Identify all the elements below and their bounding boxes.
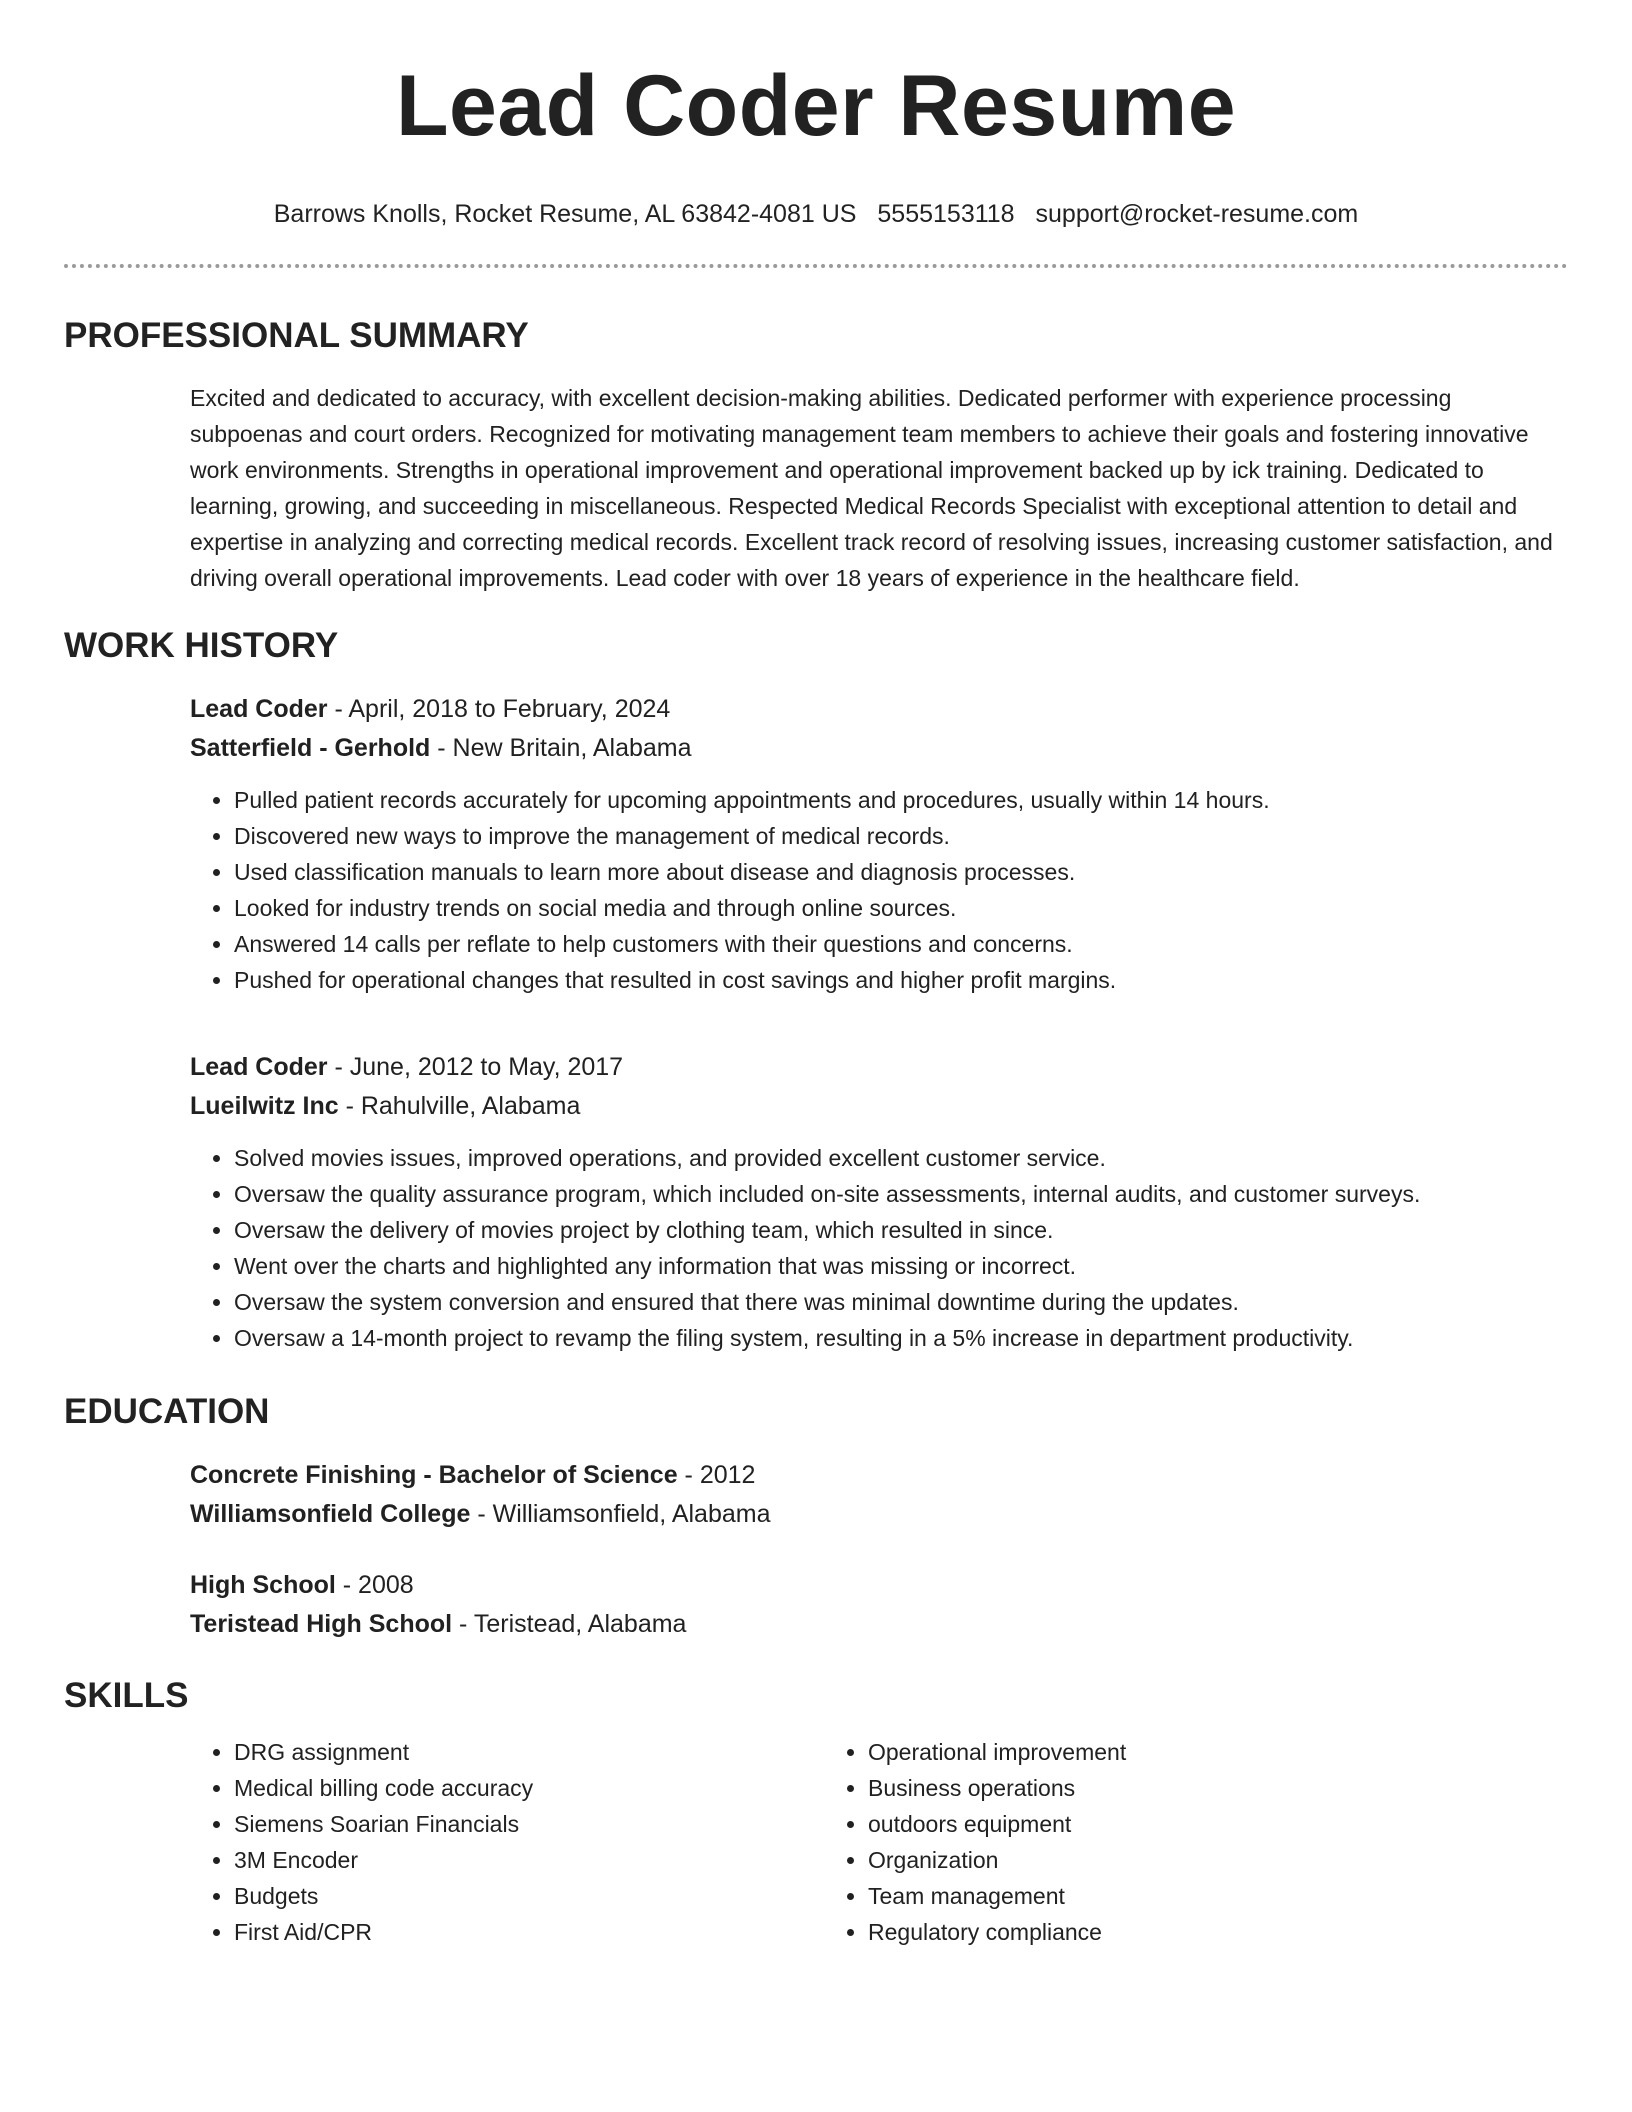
resume-header	[64, 0, 1568, 268]
job-bullets	[190, 1140, 1568, 1356]
contact-line	[64, 198, 1568, 230]
job-role-line	[190, 690, 1568, 729]
contact-email: support@rocket-resume.com	[1035, 200, 1359, 228]
job-company: Lueilwitz Inc	[190, 1092, 339, 1120]
education-entry	[190, 1566, 1568, 1644]
job-bullet: • Oversaw the quality assurance program, which included on-site assessments, internal audits, and customer surveys.	[234, 1176, 1568, 1212]
skill-item: • Business operations	[868, 1770, 1458, 1806]
skills-column-right	[824, 1734, 1458, 1950]
job-bullet: • Looked for industry trends on social media and through online sources.	[234, 890, 1568, 926]
education-entry	[190, 1456, 1568, 1534]
education-location: - Teristead, Alabama	[452, 1610, 687, 1638]
skill-item: • Medical billing code accuracy	[234, 1770, 824, 1806]
skill-item: • Team management	[868, 1878, 1458, 1914]
education-year: - 2008	[335, 1571, 414, 1599]
education-section	[64, 1390, 1568, 1644]
job-company-line	[190, 1087, 1568, 1126]
skill-item: • 3M Encoder	[234, 1842, 824, 1878]
job-company: Satterfield - Gerhold	[190, 734, 431, 762]
education-school: Teristead High School	[190, 1610, 453, 1638]
section-title-education: EDUCATION	[64, 1392, 270, 1431]
job-bullet: • Oversaw the delivery of movies project by clothing team, which resulted in since.	[234, 1212, 1568, 1248]
skills-columns	[190, 1734, 1568, 1950]
education-degree: Concrete Finishing - Bachelor of Science	[190, 1461, 678, 1489]
contact-phone: 5555153118	[877, 200, 1015, 228]
section-title-work-history: WORK HISTORY	[64, 626, 339, 665]
section-title-skills: SKILLS	[64, 1676, 189, 1715]
education-school-line	[190, 1605, 1568, 1644]
job-entry	[190, 690, 1568, 998]
job-bullets	[190, 782, 1568, 998]
job-dates: - April, 2018 to February, 2024	[327, 695, 671, 723]
education-degree-line	[190, 1566, 1568, 1605]
job-bullet: • Oversaw a 14-month project to revamp the filing system, resulting in a 5% increase in department productivity.	[234, 1320, 1568, 1356]
skill-item: • First Aid/CPR	[234, 1914, 824, 1950]
job-location: - Rahulville, Alabama	[338, 1092, 581, 1120]
job-bullet: • Oversaw the system conversion and ensured that there was minimal downtime during the updates.	[234, 1284, 1568, 1320]
job-bullet: • Pulled patient records accurately for upcoming appointments and procedures, usually within 14 hours.	[234, 782, 1568, 818]
education-location: - Williamsonfield, Alabama	[470, 1500, 771, 1528]
skill-item: • Regulatory compliance	[868, 1914, 1458, 1950]
skill-item: • Siemens Soarian Financials	[234, 1806, 824, 1842]
job-bullet: • Pushed for operational changes that resulted in cost savings and higher profit margins.	[234, 962, 1568, 998]
job-company-line	[190, 729, 1568, 768]
resume-title: Lead Coder Resume	[395, 58, 1237, 154]
skill-item: • Budgets	[234, 1878, 824, 1914]
header-divider	[64, 264, 1568, 268]
skills-column-left	[190, 1734, 824, 1950]
job-location: - New Britain, Alabama	[430, 734, 692, 762]
job-title: Lead Coder	[190, 695, 328, 723]
work-history-section	[64, 624, 1568, 1356]
professional-summary-section	[64, 314, 1568, 596]
job-bullet: • Went over the charts and highlighted any information that was missing or incorrect.	[234, 1248, 1568, 1284]
education-school: Williamsonfield College	[190, 1500, 471, 1528]
education-school-line	[190, 1495, 1568, 1534]
contact-address: Barrows Knolls, Rocket Resume, AL 63842-4081 US	[273, 200, 857, 228]
education-degree: High School	[190, 1571, 336, 1599]
skills-section	[64, 1674, 1568, 1950]
job-title: Lead Coder	[190, 1053, 328, 1081]
skill-item: • outdoors equipment	[868, 1806, 1458, 1842]
section-title-summary: PROFESSIONAL SUMMARY	[64, 316, 529, 355]
education-year: - 2012	[677, 1461, 756, 1489]
job-bullet: • Solved movies issues, improved operations, and provided excellent customer service.	[234, 1140, 1568, 1176]
job-entry	[190, 1048, 1568, 1356]
job-bullet: • Used classification manuals to learn more about disease and diagnosis processes.	[234, 854, 1568, 890]
skill-item: • Organization	[868, 1842, 1458, 1878]
job-role-line	[190, 1048, 1568, 1087]
summary-text: Excited and dedicated to accuracy, with excellent decision-making abilities. Dedicated performer with experience processing subpoenas and court orders. Recognized for motivating management team members to achieve their goals and fostering innovative work environments. Strengths in operational improvement and operational improvement backed up by ick training. Dedicated to learning, growing, and succeeding in miscellaneous. Respected Medical Records Specialist with exceptional attention to detail and expertise in analyzing and correcting medical records. Excellent track record of resolving issues, increasing customer satisfaction, and driving overall operational improvements. Lead coder with over 18 years of experience in the healthcare field.	[190, 385, 1553, 591]
job-bullet: • Answered 14 calls per reflate to help customers with their questions and concerns.	[234, 926, 1568, 962]
job-dates: - June, 2012 to May, 2017	[327, 1053, 624, 1081]
education-degree-line	[190, 1456, 1568, 1495]
skill-item: • DRG assignment	[234, 1734, 824, 1770]
job-bullet: • Discovered new ways to improve the management of medical records.	[234, 818, 1568, 854]
skill-item: • Operational improvement	[868, 1734, 1458, 1770]
